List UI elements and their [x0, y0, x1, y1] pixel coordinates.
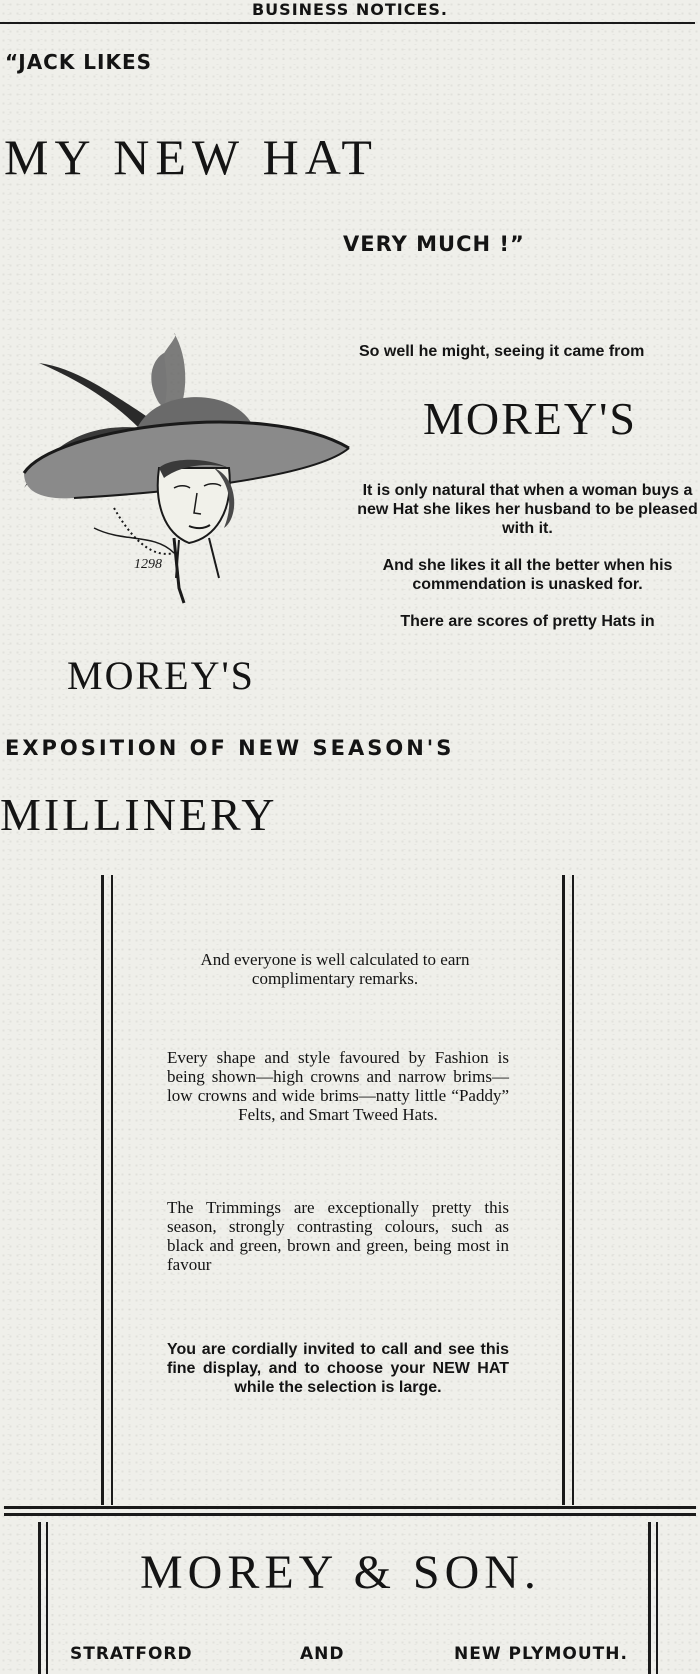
kicker-end-text: VERY MUCH !”: [343, 232, 525, 256]
box-paragraph-1: And everyone is well calculated to earn complimentary remarks.: [200, 950, 470, 988]
box-paragraph-2: Every shape and style favoured by Fashion is being shown—high crowns and narrow brims—low crowns and wide brims—natty little “Paddy” Felts, and Smart Tweed Hats.: [167, 1048, 509, 1124]
brand-name-right: MOREY'S: [423, 393, 637, 444]
footer-top-rule: [4, 1506, 696, 1516]
firm-name: MOREY & SON.: [140, 1546, 541, 1599]
brand-name-left: MOREY'S: [67, 653, 255, 698]
location-new-plymouth: NEW PLYMOUTH.: [454, 1644, 628, 1664]
footer-rule-left: [38, 1522, 48, 1674]
paragraph-2: And she likes it all the better when his commendation is unasked for.: [382, 557, 673, 593]
box-rule-left: [101, 875, 113, 1505]
illustration-number: 1298: [134, 557, 162, 572]
exposition-heading: EXPOSITION OF NEW SEASON'S: [5, 736, 455, 760]
paragraph-1: It is only natural that when a woman buys a new Hat she likes her husband to be pleased with it.: [357, 482, 698, 537]
millinery-heading: MILLINERY: [0, 789, 278, 840]
location-stratford: STRATFORD: [70, 1644, 193, 1664]
box-paragraph-3: The Trimmings are exceptionally pretty this season, strongly contrasting colours, such as black and green, brown and green, being most in favour: [167, 1198, 509, 1274]
footer-rule-right: [648, 1522, 658, 1674]
kicker-text: “JACK LIKES: [5, 50, 153, 74]
box-rule-right: [562, 875, 574, 1505]
box-paragraph-4: You are cordially invited to call and see this fine display, and to choose your NEW HAT while the selection is large.: [167, 1341, 509, 1396]
header-rule: [0, 22, 695, 24]
section-header: BUSINESS NOTICES.: [251, 0, 448, 19]
headline: MY NEW HAT: [4, 129, 378, 185]
paragraph-3: There are scores of pretty Hats in: [400, 613, 655, 630]
hat-illustration: [14, 328, 354, 628]
intro-text: So well he might, seeing it came from: [359, 343, 645, 360]
location-conjunction: AND: [300, 1644, 345, 1664]
